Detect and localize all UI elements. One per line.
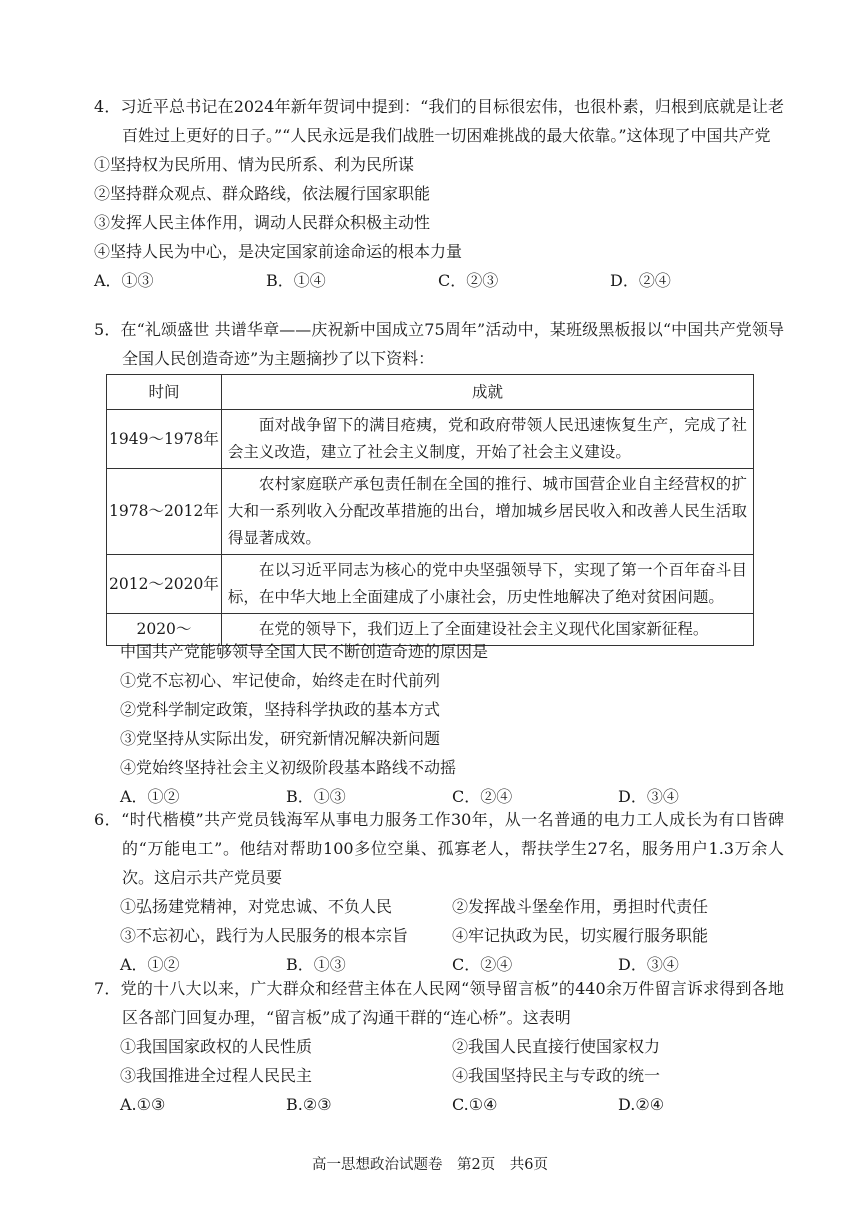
q4-item-4: ④坚持人民为中心，是决定国家前途命运的根本力量 [94,242,463,261]
q5-item-4: ④党始终坚持社会主义初级阶段基本路线不动摇 [120,758,457,777]
q7-choice-c[interactable]: C.①④ [452,1095,498,1114]
q6-item-1: ①弘扬建党精神，对党忠诚、不负人民 [120,897,393,916]
q6-choice-b[interactable]: B．①③ [286,955,346,974]
table-row [107,469,754,555]
q5-item-3: ③党坚持从实际出发，研究新情况解决新问题 [120,729,441,748]
q7-item-4: ④我国坚持民主与专政的统一 [452,1066,661,1085]
q4-item-1: ①坚持权为民所用、情为民所系、利为民所谋 [94,155,415,174]
q7-options [94,1032,784,1119]
q5-choice-a[interactable]: A．①② [120,787,180,806]
q7-choice-b[interactable]: B.②③ [286,1095,332,1114]
table-period: 1949～1978年 [107,410,222,469]
table-period: 2020～ [107,614,222,646]
question-7 [94,974,784,1119]
q6-items-row-2 [120,921,784,950]
q5-choice-d[interactable]: D．③④ [618,787,679,806]
table-period: 2012～2020年 [107,555,222,614]
q4-choice-b[interactable]: B．①④ [266,271,326,290]
table-period: 1978～2012年 [107,469,222,555]
q5-question: 中国共产党能够领导全国人民不断创造奇迹的原因是 [120,642,489,661]
table-achievement: 在党的领导下，我们迈上了全面建设社会主义现代化国家新征程。 [221,614,753,646]
q6-options [94,892,784,979]
q7-items-row-1 [120,1032,784,1061]
q4-choice-a[interactable]: A．①③ [94,271,154,290]
q4-item-2: ②坚持群众观点、群众路线，依法履行国家职能 [94,184,431,203]
q4-choice-d[interactable]: D．②④ [610,271,671,290]
q6-choice-d[interactable]: D．③④ [618,955,679,974]
q7-items-row-2 [120,1061,784,1090]
q4-choice-c[interactable]: C．②③ [438,271,499,290]
question-5-stem: 5．在“礼颂盛世 共谱华章——庆祝新中国成立75周年”活动中，某班级黑板报以“中国共产党领导全国人民创造奇迹”为主题摘抄了以下资料： [94,320,784,368]
q6-items-row-1 [120,892,784,921]
q6-item-3: ③不忘初心，践行为人民服务的根本宗旨 [120,926,409,945]
q7-choices [120,1090,784,1119]
table-achievement: 在以习近平同志为核心的党中央坚强领导下，实现了第一个百年奋斗目标，在中华大地上全面建成了小康社会，历史性地解决了绝对贫困问题。 [221,555,753,614]
q6-item-4: ④牢记执政为民，切实履行服务职能 [452,926,709,945]
question-4-stem: 4．习近平总书记在2024年新年贺词中提到：“我们的目标很宏伟，也很朴素，归根到底就是让老百姓过上更好的日子。”“人民永远是我们战胜一切困难挑战的最大依靠。”这体现了中国共产党 [94,97,784,145]
achievement-table [106,374,754,646]
table-row [107,555,754,614]
table-header-time: 时间 [107,375,222,410]
page-footer: 高一思想政治试题卷 第2页 共6页 [312,1157,548,1173]
q7-choice-a[interactable]: A.①③ [120,1095,166,1114]
q5-item-1: ①党不忘初心、牢记使命，始终走在时代前列 [120,671,441,690]
q7-item-1: ①我国国家政权的人民性质 [120,1037,313,1056]
q7-item-2: ②我国人民直接行使国家权力 [452,1037,661,1056]
q6-choice-c[interactable]: C．②④ [452,955,513,974]
table-achievement: 面对战争留下的满目疮痍，党和政府带领人民迅速恢复生产，完成了社会主义改造，建立了社会主义制度，开始了社会主义建设。 [221,410,753,469]
question-5 [94,315,784,373]
q5-choice-b[interactable]: B．①③ [286,787,346,806]
table-row [107,410,754,469]
question-4 [94,92,784,295]
question-6 [94,805,784,979]
q4-choices [94,266,784,295]
q6-choice-a[interactable]: A．①② [120,955,180,974]
q6-item-2: ②发挥战斗堡垒作用，勇担时代责任 [452,897,709,916]
q5-choice-c[interactable]: C．②④ [452,787,513,806]
question-5-body [120,637,784,811]
table-header-row [107,375,754,410]
table-achievement: 农村家庭联产承包责任制在全国的推行、城市国营企业自主经营权的扩大和一系列收入分配改革措施的出台，增加城乡居民收入和改善人民生活取得显著成效。 [221,469,753,555]
q5-item-2: ②党科学制定政策，坚持科学执政的基本方式 [120,700,441,719]
question-6-stem: 6．“时代楷模”共产党员钱海军从事电力服务工作30年，从一名普通的电力工人成长为有口皆碑的“万能电工”。他结对帮助100多位空巢、孤寡老人，帮扶学生27名，服务用户1.3万余人次。这启示共产党员要 [94,810,784,887]
q7-item-3: ③我国推进全过程人民民主 [120,1066,313,1085]
q4-item-3: ③发挥人民主体作用，调动人民群众积极主动性 [94,213,431,232]
table-header-achievement: 成就 [221,375,753,410]
question-7-stem: 7．党的十八大以来，广大群众和经营主体在人民网“领导留言板”的440余万件留言诉求得到各地区各部门回复办理，“留言板”成了沟通干群的“连心桥”。这表明 [94,979,784,1027]
q7-choice-d[interactable]: D.②④ [618,1095,665,1114]
